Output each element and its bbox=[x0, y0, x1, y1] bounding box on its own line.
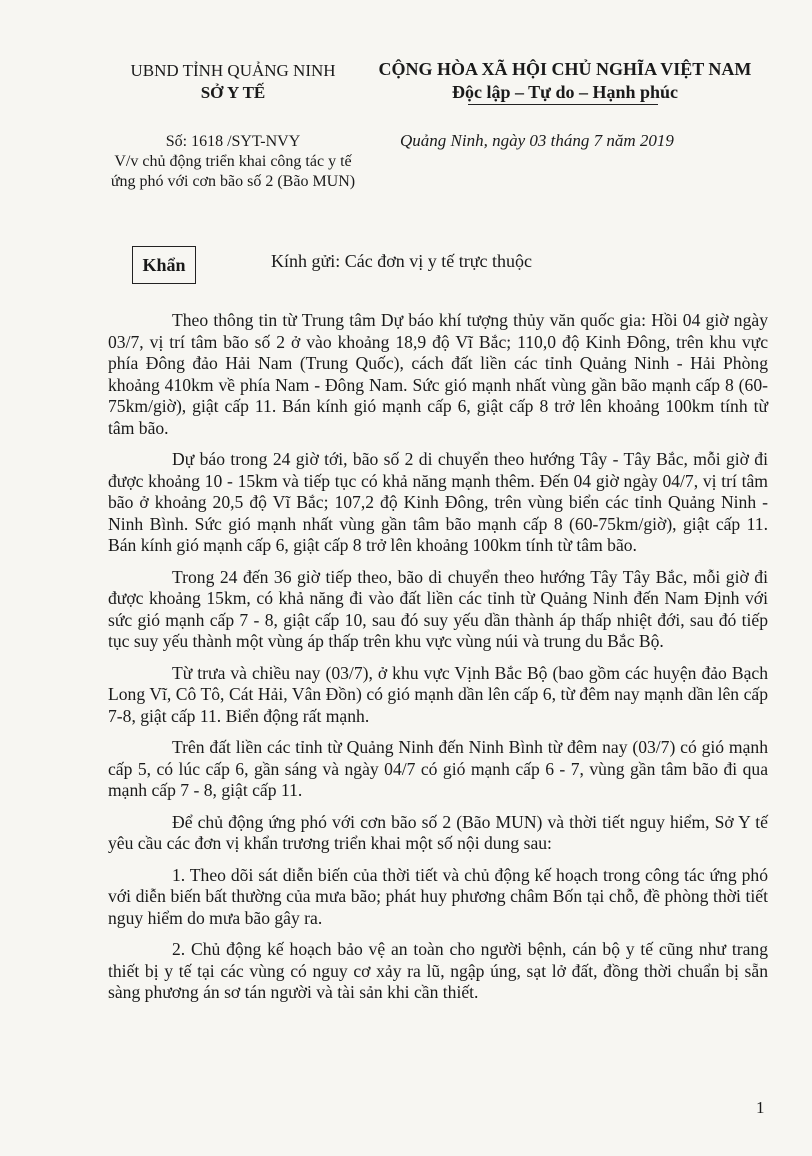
paragraph: 1. Theo dõi sát diễn biến của thời tiết và chủ động kế hoạch trong công tác ứng phó với diễn biến bất thường của mưa bão; phát huy phương châm Bốn tại chỗ, đề phòng thời tiết nguy hiểm do mưa bão gây ra. bbox=[108, 864, 768, 928]
parent-agency: UBND TỈNH QUẢNG NINH bbox=[130, 61, 336, 80]
paragraph: 2. Chủ động kế hoạch bảo vệ an toàn cho người bệnh, cán bộ y tế cũng như trang thiết bị y tế tại các vùng có nguy cơ xảy ra lũ, ngập úng, sạt lở đất, đồng thời chuẩn bị sẵn sàng phương án sơ tán người và tài sản khi cần thiết. bbox=[108, 939, 768, 1002]
paragraph: Theo thông tin từ Trung tâm Dự báo khí tượng thủy văn quốc gia: Hồi 04 giờ ngày 03/7, vị trí tâm bão số 2 ở vào khoảng 18,9 độ Vĩ Bắc; 110,0 độ Kinh Đông, trên khu vực phía Đông đảo Hải Nam (Trung Quốc), cách đất liền các tỉnh Quảng Ninh - Hải Phòng khoảng 410km về phía Nam - Đông Nam. Sức gió mạnh nhất vùng gần bão mạnh cấp 8 (60-75km/giờ), giật cấp 11. Bán kính gió mạnh cấp 6, giật cấp 8 trở lên khoảng 100km tính từ tâm bão. bbox=[108, 310, 768, 438]
paragraph: Từ trưa và chiều nay (03/7), ở khu vực Vịnh Bắc Bộ (bao gồm các huyện đảo Bạch Long Vĩ, Cô Tô, Cát Hải, Vân Đồn) có gió mạnh dần lên cấp 6, từ đêm nay mạnh dần lên cấp 7-8, giật cấp 11. Biển động rất mạnh. bbox=[108, 662, 768, 726]
nation-title: CỘNG HÒA XÃ HỘI CHỦ NGHĨA VIỆT NAM bbox=[378, 59, 752, 79]
page-number: 1 bbox=[756, 1098, 765, 1117]
urgency-box: Khẩn bbox=[132, 246, 196, 284]
recipient-line: Kính gửi: Các đơn vị y tế trực thuộc bbox=[271, 251, 532, 271]
issuing-agency-block bbox=[108, 60, 358, 104]
national-title-block bbox=[360, 58, 770, 104]
reference-number: Số: 1618 /SYT-NVY bbox=[165, 133, 301, 150]
national-motto: Độc lập – Tự do – Hạnh phúc bbox=[451, 82, 679, 102]
agency-name: SỞ Y TẾ bbox=[200, 83, 266, 102]
paragraph: Dự báo trong 24 giờ tới, bão số 2 di chuyển theo hướng Tây - Tây Bắc, mỗi giờ đi được khoảng 10 - 15km và tiếp tục có khả năng mạnh thêm. Đến 04 giờ ngày 04/7, vị trí tâm bão ở khoảng 20,5 độ Vĩ Bắc; 107,2 độ Kinh Đông, trên vùng biển các tỉnh Quảng Ninh - Ninh Bình. Sức gió mạnh nhất vùng gần tâm bão mạnh cấp 8 (60-75km/giờ), giật cấp 11. Bán kính gió mạnh cấp 6, giật cấp 8 trở lên khoảng 100km tính từ tâm bão. bbox=[108, 449, 768, 555]
date-line: Quảng Ninh, ngày 03 tháng 7 năm 2019 bbox=[400, 131, 674, 150]
paragraph: Trong 24 đến 36 giờ tiếp theo, bão di chuyển theo hướng Tây Tây Bắc, mỗi giờ đi được khoảng 15km, có khả năng đi vào đất liền các tỉnh từ Quảng Ninh đến Nam Định với sức gió mạnh cấp 7 - 8, giật cấp 10, sau đó suy yếu dần thành áp thấp nhiệt đới, sau đó tiếp tục suy yếu thành một vùng áp thấp trên khu vực vùng núi và trung du Bắc Bộ. bbox=[108, 566, 768, 651]
subject-line: V/v chủ động triển khai công tác y tế ứng phó với cơn bão số 2 (Bão MUN) bbox=[110, 153, 356, 190]
paragraph: Trên đất liền các tỉnh từ Quảng Ninh đến Ninh Bình từ đêm nay (03/7) có gió mạnh cấp 5, có lúc cấp 6, gần sáng và ngày 04/7 có gió mạnh cấp 6 - 7, vùng gần tâm bão đi qua mạnh cấp 7 - 8, giật cấp 11. bbox=[108, 737, 768, 800]
paragraph: Để chủ động ứng phó với cơn bão số 2 (Bão MUN) và thời tiết nguy hiểm, Sở Y tế yêu cầu các đơn vị khẩn trương triển khai một số nội dung sau: bbox=[108, 811, 768, 853]
document-body bbox=[108, 310, 768, 1014]
motto-underline bbox=[468, 104, 658, 105]
